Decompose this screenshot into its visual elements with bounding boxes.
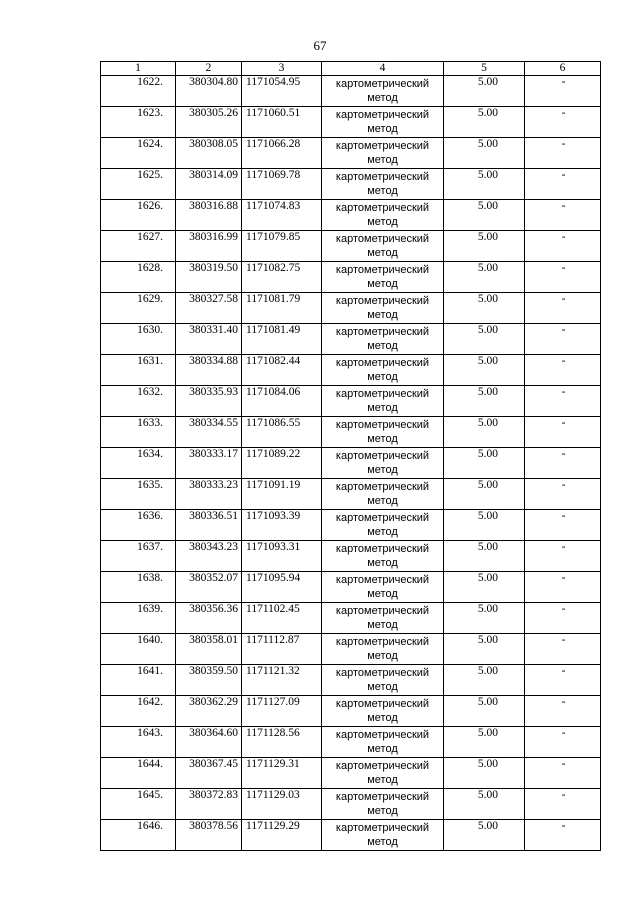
x-coordinate-cell: 380334.88 — [176, 355, 242, 386]
x-coordinate-cell: 380335.93 — [176, 386, 242, 417]
method-cell: картометрический метод — [322, 324, 444, 355]
point-number-cell: 1635. — [101, 479, 176, 510]
header-row — [101, 62, 601, 76]
y-coordinate-cell: 1171089.22 — [242, 448, 322, 479]
accuracy-cell: 5.00 — [444, 634, 525, 665]
accuracy-cell: 5.00 — [444, 355, 525, 386]
note-cell: - — [525, 324, 601, 355]
method-cell: картометрический метод — [322, 231, 444, 262]
y-coordinate-cell: 1171102.45 — [242, 603, 322, 634]
table-row — [101, 200, 601, 231]
y-coordinate-cell: 1171095.94 — [242, 572, 322, 603]
x-coordinate-cell: 380362.29 — [176, 696, 242, 727]
point-number-cell: 1638. — [101, 572, 176, 603]
table-row — [101, 603, 601, 634]
point-number-cell: 1633. — [101, 417, 176, 448]
point-number-cell: 1632. — [101, 386, 176, 417]
point-number-cell: 1646. — [101, 820, 176, 851]
page-number: 67 — [313, 38, 327, 53]
method-cell: картометрический метод — [322, 293, 444, 324]
y-coordinate-cell: 1171069.78 — [242, 169, 322, 200]
y-coordinate-cell: 1171084.06 — [242, 386, 322, 417]
column-header-3: 3 — [242, 62, 322, 76]
method-cell: картометрический метод — [322, 572, 444, 603]
note-cell: - — [525, 417, 601, 448]
method-cell: картометрический метод — [322, 727, 444, 758]
y-coordinate-cell: 1171093.39 — [242, 510, 322, 541]
table-row — [101, 820, 601, 851]
method-cell: картометрический метод — [322, 665, 444, 696]
note-cell: - — [525, 541, 601, 572]
note-cell: - — [525, 293, 601, 324]
y-coordinate-cell: 1171066.28 — [242, 138, 322, 169]
table-row — [101, 107, 601, 138]
point-number-cell: 1639. — [101, 603, 176, 634]
note-cell: - — [525, 200, 601, 231]
point-number-cell: 1630. — [101, 324, 176, 355]
y-coordinate-cell: 1171054.95 — [242, 76, 322, 107]
note-cell: - — [525, 665, 601, 696]
accuracy-cell: 5.00 — [444, 262, 525, 293]
table-row — [101, 262, 601, 293]
method-cell: картометрический метод — [322, 603, 444, 634]
table-row — [101, 758, 601, 789]
accuracy-cell: 5.00 — [444, 107, 525, 138]
y-coordinate-cell: 1171127.09 — [242, 696, 322, 727]
note-cell: - — [525, 355, 601, 386]
point-number-cell: 1643. — [101, 727, 176, 758]
x-coordinate-cell: 380316.88 — [176, 200, 242, 231]
note-cell: - — [525, 231, 601, 262]
y-coordinate-cell: 1171079.85 — [242, 231, 322, 262]
method-cell: картометрический метод — [322, 448, 444, 479]
note-cell: - — [525, 572, 601, 603]
note-cell: - — [525, 262, 601, 293]
note-cell: - — [525, 820, 601, 851]
y-coordinate-cell: 1171129.03 — [242, 789, 322, 820]
note-cell: - — [525, 789, 601, 820]
method-cell: картометрический метод — [322, 789, 444, 820]
table-row — [101, 324, 601, 355]
x-coordinate-cell: 380343.23 — [176, 541, 242, 572]
point-number-cell: 1628. — [101, 262, 176, 293]
note-cell: - — [525, 696, 601, 727]
table-row — [101, 572, 601, 603]
accuracy-cell: 5.00 — [444, 293, 525, 324]
x-coordinate-cell: 380327.58 — [176, 293, 242, 324]
accuracy-cell: 5.00 — [444, 541, 525, 572]
point-number-cell: 1640. — [101, 634, 176, 665]
method-cell: картометрический метод — [322, 76, 444, 107]
x-coordinate-cell: 380304.80 — [176, 76, 242, 107]
accuracy-cell: 5.00 — [444, 138, 525, 169]
y-coordinate-cell: 1171129.29 — [242, 820, 322, 851]
x-coordinate-cell: 380356.36 — [176, 603, 242, 634]
accuracy-cell: 5.00 — [444, 231, 525, 262]
table-row — [101, 293, 601, 324]
accuracy-cell: 5.00 — [444, 603, 525, 634]
x-coordinate-cell: 380331.40 — [176, 324, 242, 355]
note-cell: - — [525, 386, 601, 417]
column-header-2: 2 — [176, 62, 242, 76]
x-coordinate-cell: 380378.56 — [176, 820, 242, 851]
method-cell: картометрический метод — [322, 417, 444, 448]
point-number-cell: 1629. — [101, 293, 176, 324]
point-number-cell: 1642. — [101, 696, 176, 727]
x-coordinate-cell: 380372.83 — [176, 789, 242, 820]
method-cell: картометрический метод — [322, 634, 444, 665]
table-row — [101, 789, 601, 820]
note-cell: - — [525, 758, 601, 789]
point-number-cell: 1634. — [101, 448, 176, 479]
accuracy-cell: 5.00 — [444, 200, 525, 231]
table-row — [101, 417, 601, 448]
x-coordinate-cell: 380333.17 — [176, 448, 242, 479]
method-cell: картометрический метод — [322, 107, 444, 138]
table-row — [101, 510, 601, 541]
x-coordinate-cell: 380336.51 — [176, 510, 242, 541]
x-coordinate-cell: 380358.01 — [176, 634, 242, 665]
note-cell: - — [525, 479, 601, 510]
accuracy-cell: 5.00 — [444, 76, 525, 107]
method-cell: картометрический метод — [322, 262, 444, 293]
point-number-cell: 1636. — [101, 510, 176, 541]
y-coordinate-cell: 1171060.51 — [242, 107, 322, 138]
method-cell: картометрический метод — [322, 355, 444, 386]
point-number-cell: 1631. — [101, 355, 176, 386]
x-coordinate-cell: 380352.07 — [176, 572, 242, 603]
method-cell: картометрический метод — [322, 138, 444, 169]
point-number-cell: 1624. — [101, 138, 176, 169]
x-coordinate-cell: 380359.50 — [176, 665, 242, 696]
point-number-cell: 1623. — [101, 107, 176, 138]
table-row — [101, 479, 601, 510]
method-cell: картометрический метод — [322, 200, 444, 231]
accuracy-cell: 5.00 — [444, 448, 525, 479]
accuracy-cell: 5.00 — [444, 758, 525, 789]
accuracy-cell: 5.00 — [444, 169, 525, 200]
method-cell: картометрический метод — [322, 510, 444, 541]
accuracy-cell: 5.00 — [444, 727, 525, 758]
column-header-4: 4 — [322, 62, 444, 76]
note-cell: - — [525, 76, 601, 107]
note-cell: - — [525, 169, 601, 200]
accuracy-cell: 5.00 — [444, 572, 525, 603]
y-coordinate-cell: 1171091.19 — [242, 479, 322, 510]
accuracy-cell: 5.00 — [444, 820, 525, 851]
point-number-cell: 1625. — [101, 169, 176, 200]
method-cell: картометрический метод — [322, 820, 444, 851]
table-row — [101, 665, 601, 696]
table-row — [101, 541, 601, 572]
y-coordinate-cell: 1171128.56 — [242, 727, 322, 758]
table-row — [101, 231, 601, 262]
x-coordinate-cell: 380333.23 — [176, 479, 242, 510]
table-row — [101, 386, 601, 417]
table-row — [101, 634, 601, 665]
y-coordinate-cell: 1171081.49 — [242, 324, 322, 355]
point-number-cell: 1645. — [101, 789, 176, 820]
point-number-cell: 1641. — [101, 665, 176, 696]
point-number-cell: 1627. — [101, 231, 176, 262]
accuracy-cell: 5.00 — [444, 386, 525, 417]
y-coordinate-cell: 1171129.31 — [242, 758, 322, 789]
y-coordinate-cell: 1171074.83 — [242, 200, 322, 231]
note-cell: - — [525, 727, 601, 758]
table-row — [101, 169, 601, 200]
column-header-5: 5 — [444, 62, 525, 76]
note-cell: - — [525, 138, 601, 169]
note-cell: - — [525, 603, 601, 634]
table-body — [101, 76, 601, 851]
x-coordinate-cell: 380308.05 — [176, 138, 242, 169]
x-coordinate-cell: 380314.09 — [176, 169, 242, 200]
note-cell: - — [525, 107, 601, 138]
accuracy-cell: 5.00 — [444, 417, 525, 448]
point-number-cell: 1644. — [101, 758, 176, 789]
y-coordinate-cell: 1171112.87 — [242, 634, 322, 665]
table-row — [101, 696, 601, 727]
method-cell: картометрический метод — [322, 758, 444, 789]
table-row — [101, 138, 601, 169]
accuracy-cell: 5.00 — [444, 789, 525, 820]
y-coordinate-cell: 1171086.55 — [242, 417, 322, 448]
point-number-cell: 1626. — [101, 200, 176, 231]
point-number-cell: 1622. — [101, 76, 176, 107]
table-row — [101, 727, 601, 758]
table-row — [101, 76, 601, 107]
x-coordinate-cell: 380364.60 — [176, 727, 242, 758]
table-row — [101, 355, 601, 386]
method-cell: картометрический метод — [322, 541, 444, 572]
x-coordinate-cell: 380305.26 — [176, 107, 242, 138]
y-coordinate-cell: 1171093.31 — [242, 541, 322, 572]
accuracy-cell: 5.00 — [444, 510, 525, 541]
method-cell: картометрический метод — [322, 479, 444, 510]
y-coordinate-cell: 1171121.32 — [242, 665, 322, 696]
coordinates-table — [100, 61, 601, 851]
column-header-1: 1 — [101, 62, 176, 76]
note-cell: - — [525, 634, 601, 665]
y-coordinate-cell: 1171082.44 — [242, 355, 322, 386]
note-cell: - — [525, 448, 601, 479]
accuracy-cell: 5.00 — [444, 696, 525, 727]
y-coordinate-cell: 1171082.75 — [242, 262, 322, 293]
method-cell: картометрический метод — [322, 386, 444, 417]
x-coordinate-cell: 380334.55 — [176, 417, 242, 448]
accuracy-cell: 5.00 — [444, 479, 525, 510]
point-number-cell: 1637. — [101, 541, 176, 572]
table-row — [101, 448, 601, 479]
method-cell: картометрический метод — [322, 169, 444, 200]
accuracy-cell: 5.00 — [444, 324, 525, 355]
y-coordinate-cell: 1171081.79 — [242, 293, 322, 324]
column-header-6: 6 — [525, 62, 601, 76]
accuracy-cell: 5.00 — [444, 665, 525, 696]
x-coordinate-cell: 380319.50 — [176, 262, 242, 293]
note-cell: - — [525, 510, 601, 541]
method-cell: картометрический метод — [322, 696, 444, 727]
x-coordinate-cell: 380316.99 — [176, 231, 242, 262]
x-coordinate-cell: 380367.45 — [176, 758, 242, 789]
